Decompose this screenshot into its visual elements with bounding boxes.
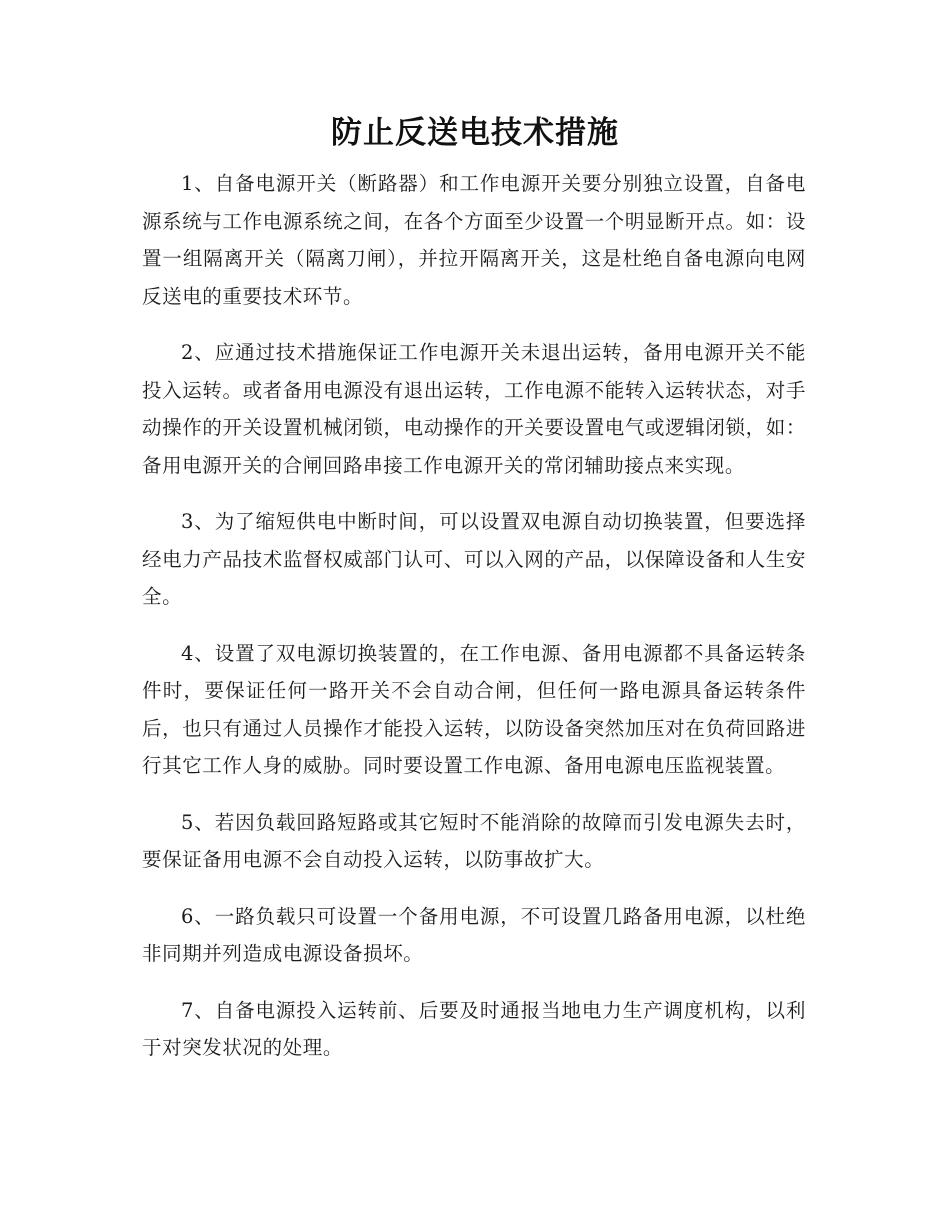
paragraph-6: 6、一路负载只可设置一个备用电源，不可设置几路备用电源，以杜绝非同期并列造成电源设备损坏。: [142, 904, 806, 965]
paragraph-1: 1、自备电源开关（断路器）和工作电源开关要分别独立设置，自备电源系统与工作电源系统之间，在各个方面至少设置一个明显断开点。如：设置一组隔离开关（隔离刀闸），并拉开隔离开关，这是杜绝自备电源向电网反送电的重要技术环节。: [142, 172, 806, 308]
paragraph-7: 7、自备电源投入运转前、后要及时通报当地电力生产调度机构，以利于对突发状况的处理。: [142, 998, 806, 1059]
paragraph-4: 4、设置了双电源切换装置的，在工作电源、备用电源都不具备运转条件时，要保证任何一路开关不会自动合闸，但任何一路电源具备运转条件后，也只有通过人员操作才能投入运转，以防设备突然加压对在负荷回路进行其它工作人身的威胁。同时要设置工作电源、备用电源电压监视装置。: [142, 641, 806, 777]
document-body: [142, 165, 806, 1086]
document-title: 防止反送电技术措施: [331, 115, 619, 151]
paragraph-5: 5、若因负载回路短路或其它短时不能消除的故障而引发电源失去时，要保证备用电源不会自动投入运转，以防事故扩大。: [142, 810, 806, 871]
paragraph-2: 2、应通过技术措施保证工作电源开关未退出运转，备用电源开关不能投入运转。或者备用电源没有退出运转，工作电源不能转入运转状态，对手动操作的开关设置机械闭锁，电动操作的开关要设置电气或逻辑闭锁，如：备用电源开关的合闸回路串接工作电源开关的常闭辅助接点来实现。: [142, 341, 806, 477]
paragraph-3: 3、为了缩短供电中断时间，可以设置双电源自动切换装置，但要选择经电力产品技术监督权威部门认可、可以入网的产品，以保障设备和人生安全。: [142, 510, 806, 608]
